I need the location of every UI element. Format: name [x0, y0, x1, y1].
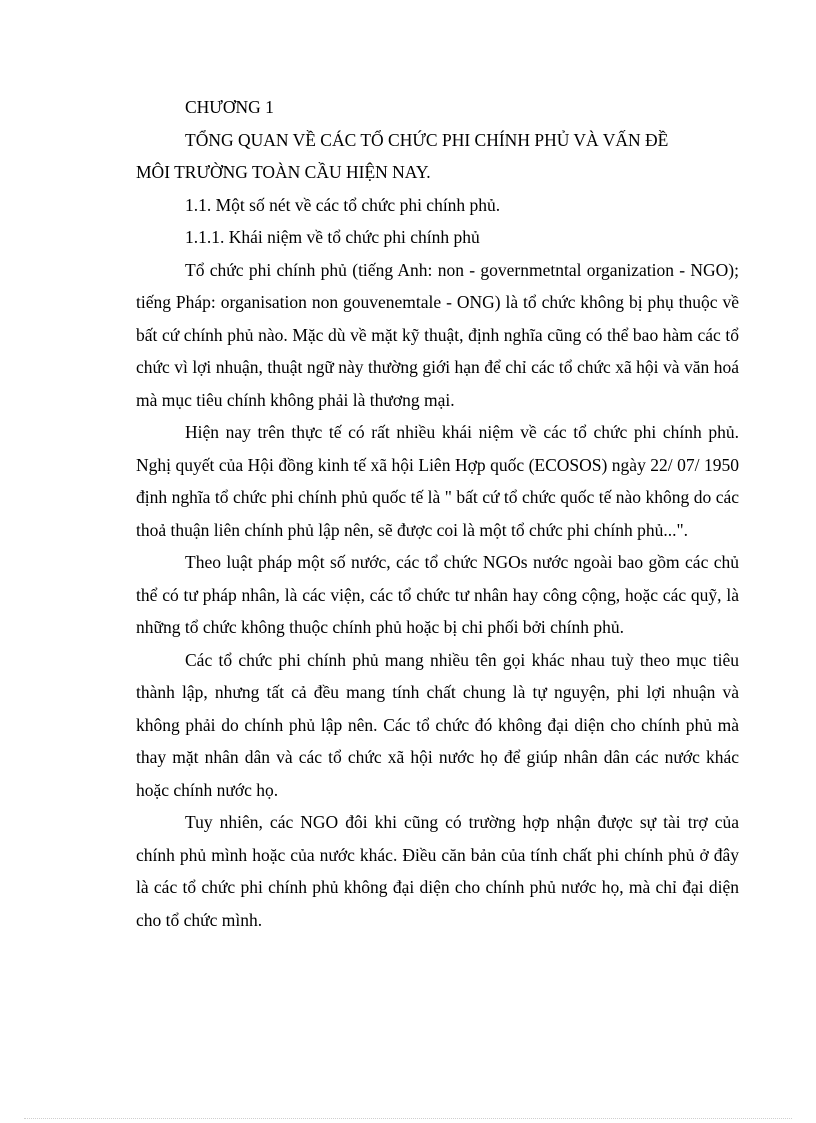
- paragraph-4: Các tổ chức phi chính phủ mang nhiều tên gọi khác nhau tuỳ theo mục tiêu thành lập, nhưng tất cả đều mang tính chất chung là tự nguyện, phi lợi nhuận và không phải do chính phủ lập nên. Các tổ chức đó không đại diện cho chính phủ mà thay mặt nhân dân và các tổ chức xã hội nước họ để giúp nhân dân các nước khác hoặc chính nước họ.: [136, 649, 739, 800]
- chapter-title-line-1: TỔNG QUAN VỀ CÁC TỔ CHỨC PHI CHÍNH PHỦ VÀ VẤN ĐỀ: [185, 129, 669, 150]
- page-bottom-divider: [24, 1118, 792, 1119]
- section-heading: 1.1. Một số nét về các tổ chức phi chính phủ.: [185, 194, 501, 215]
- paragraph-5: Tuy nhiên, các NGO đôi khi cũng có trường hợp nhận được sự tài trợ của chính phủ mình hoặc của nước khác. Điều căn bản của tính chất phi chính phủ ở đây là các tổ chức phi chính phủ không đại diện cho chính phủ nước họ, mà chỉ đại diện cho tổ chức mình.: [136, 812, 739, 930]
- chapter-title-line-2: MÔI TRƯỜNG TOÀN CẦU HIỆN NAY.: [136, 162, 431, 182]
- subsection-heading: 1.1.1. Khái niệm về tổ chức phi chính phủ: [185, 227, 480, 247]
- paragraph-1: Tổ chức phi chính phủ (tiếng Anh: non - governmetntal organization - NGO); tiếng Pháp: organisation non gouvenemtale - ONG) là tổ chức không bị phụ thuộc về bất cứ chính phủ nào. Mặc dù về mặt kỹ thuật, định nghĩa cũng có thể bao hàm các tổ chức vì lợi nhuận, thuật ngữ này thường giới hạn để chỉ các tổ chức xã hội và văn hoá mà mục tiêu chính không phải là thương mại.: [136, 259, 739, 410]
- document-body: [136, 91, 739, 936]
- paragraph-3: Theo luật pháp một số nước, các tổ chức NGOs nước ngoài bao gồm các chủ thể có tư pháp nhân, là các viện, các tổ chức tư nhân hay công cộng, hoặc các quỹ, là những tổ chức không thuộc chính phủ hoặc bị chi phối bởi chính phủ.: [136, 552, 739, 637]
- chapter-label: CHƯƠNG 1: [185, 97, 274, 117]
- paragraph-2: Hiện nay trên thực tế có rất nhiều khái niệm về các tổ chức phi chính phủ. Nghị quyết của Hội đồng kinh tế xã hội Liên Hợp quốc (ECOSOS) ngày 22/ 07/ 1950 định nghĩa tổ chức phi chính phủ quốc tế là " bất cứ tổ chức quốc tế nào không do các thoả thuận liên chính phủ lập nên, sẽ được coi là một tổ chức phi chính phủ...".: [136, 422, 739, 540]
